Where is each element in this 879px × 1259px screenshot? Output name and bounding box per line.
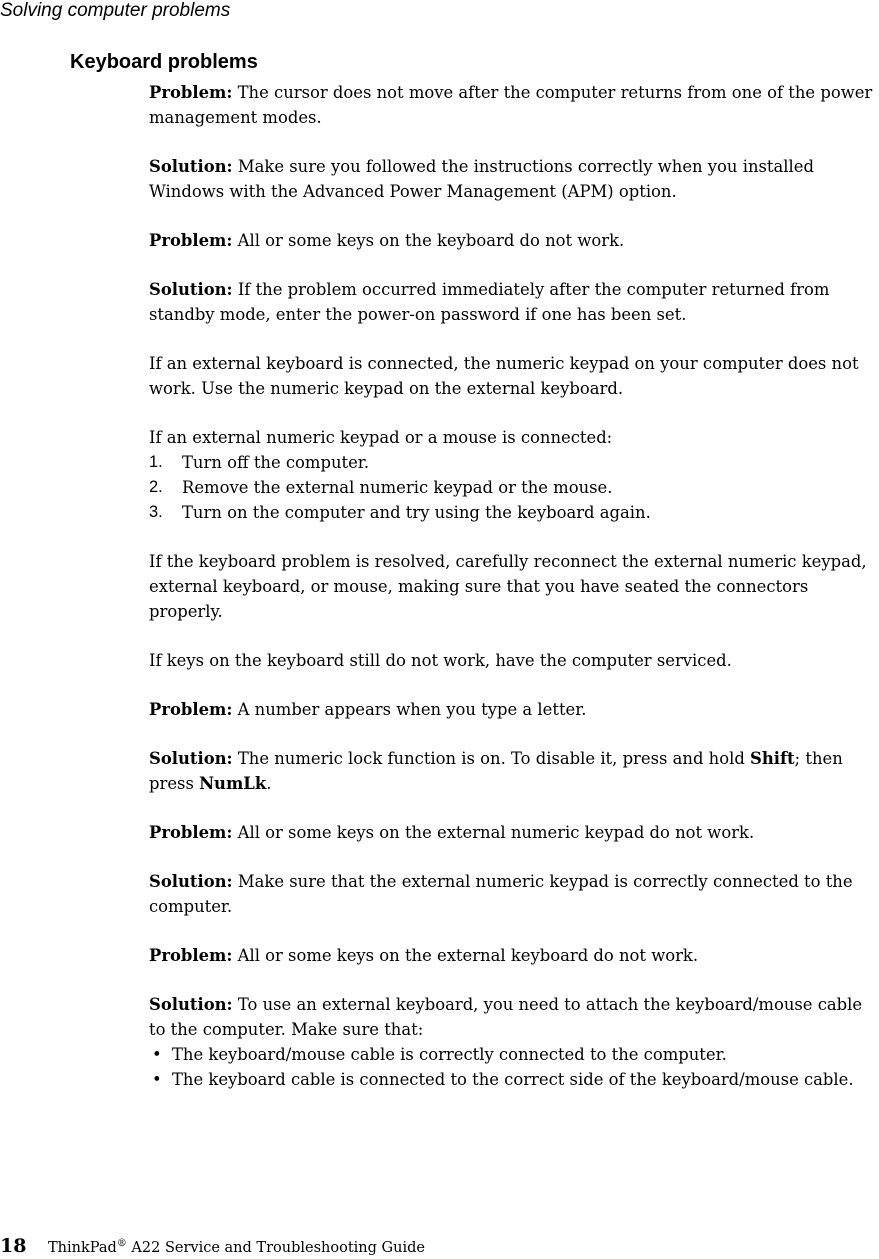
solution-text: Make sure that the external numeric keypad is correctly connected to the computer.: [149, 872, 853, 916]
bullet-icon: •: [152, 1070, 162, 1089]
problem-keys: [149, 228, 879, 253]
steps-intro: If an external numeric keypad or a mouse is connected:: [149, 428, 613, 447]
problem-label: Problem:: [149, 946, 233, 965]
solution-text: To use an external keyboard, you need to attach the keyboard/mouse cable to the computer. Make sure that:: [149, 995, 863, 1039]
solution-text: ; then press: [149, 749, 843, 793]
problem-number-appears: [149, 697, 879, 722]
problem-cursor: [149, 80, 879, 130]
problem-text: A number appears when you type a letter.: [232, 700, 587, 719]
list-item: [149, 475, 879, 500]
solution-numlock: [149, 746, 879, 796]
registered-mark: ®: [116, 1238, 127, 1250]
problem-text: All or some keys on the keyboard do not work.: [232, 231, 625, 250]
solution-label: Solution:: [149, 157, 233, 176]
problem-label: Problem:: [149, 700, 233, 719]
key-numlk: NumLk: [199, 774, 267, 793]
step-text: Turn off the computer.: [182, 453, 370, 472]
list-item: [149, 450, 879, 475]
solution-label: Solution:: [149, 872, 233, 891]
problem-external-keypad: [149, 820, 879, 845]
problem-label: Problem:: [149, 231, 233, 250]
page-number: 18: [0, 1235, 27, 1257]
problem-text: The cursor does not move after the computer returns from one of the power management modes.: [149, 83, 873, 127]
list-item: [149, 1042, 879, 1067]
problem-label: Problem:: [149, 823, 233, 842]
solution-external-keyboard: [149, 992, 879, 1042]
content-body: [149, 80, 879, 1092]
problem-text: All or some keys on the external keyboard do not work.: [232, 946, 699, 965]
list-item: [149, 500, 879, 525]
steps-list: [149, 450, 879, 525]
solution-label: Solution:: [149, 749, 233, 768]
problem-external-keyboard: [149, 943, 879, 968]
solution-keys: [149, 277, 879, 327]
service-note: If keys on the keyboard still do not work, have the computer serviced.: [149, 651, 732, 670]
bullet-text: The keyboard/mouse cable is correctly connected to the computer.: [172, 1045, 727, 1064]
reconnect-note: If the keyboard problem is resolved, carefully reconnect the external numeric keypad, external keyboard, or mouse, making sure that you have seated the connectors properly.: [149, 552, 867, 621]
step-number: 3.: [149, 503, 163, 521]
solution-cursor: [149, 154, 879, 204]
bullet-icon: •: [152, 1045, 162, 1064]
list-item: [149, 1067, 879, 1092]
step-text: Remove the external numeric keypad or the mouse.: [182, 478, 613, 497]
solution-external-keypad: [149, 869, 879, 919]
solution-label: Solution:: [149, 280, 233, 299]
title-suffix: A22 Service and Troubleshooting Guide: [126, 1240, 425, 1256]
solution-label: Solution:: [149, 995, 233, 1014]
document-title: [48, 1240, 425, 1256]
step-text: Turn on the computer and try using the keyboard again.: [182, 503, 651, 522]
solution-text: Make sure you followed the instructions correctly when you installed Windows with the Advanced Power Management (APM) option.: [149, 157, 814, 201]
solution-text: If the problem occurred immediately after the computer returned from standby mode, enter the power-on password if one has been set.: [149, 280, 830, 324]
checklist: [149, 1042, 879, 1092]
bullet-text: The keyboard cable is connected to the correct side of the keyboard/mouse cable.: [172, 1070, 854, 1089]
solution-text: The numeric lock function is on. To disable it, press and hold: [232, 749, 751, 768]
title-prefix: ThinkPad: [48, 1240, 117, 1256]
step-number: 1.: [149, 453, 163, 471]
problem-label: Problem:: [149, 83, 233, 102]
step-number: 2.: [149, 478, 163, 496]
running-head: Solving computer problems: [0, 0, 231, 21]
section-title: Keyboard problems: [70, 51, 258, 73]
solution-text: .: [266, 774, 272, 793]
key-shift: Shift: [750, 749, 795, 768]
external-keyboard-note: If an external keyboard is connected, the numeric keypad on your computer does not work. Use the numeric keypad on the external keyboard.: [149, 354, 859, 398]
page-footer: [0, 1235, 425, 1259]
problem-text: All or some keys on the external numeric keypad do not work.: [232, 823, 755, 842]
